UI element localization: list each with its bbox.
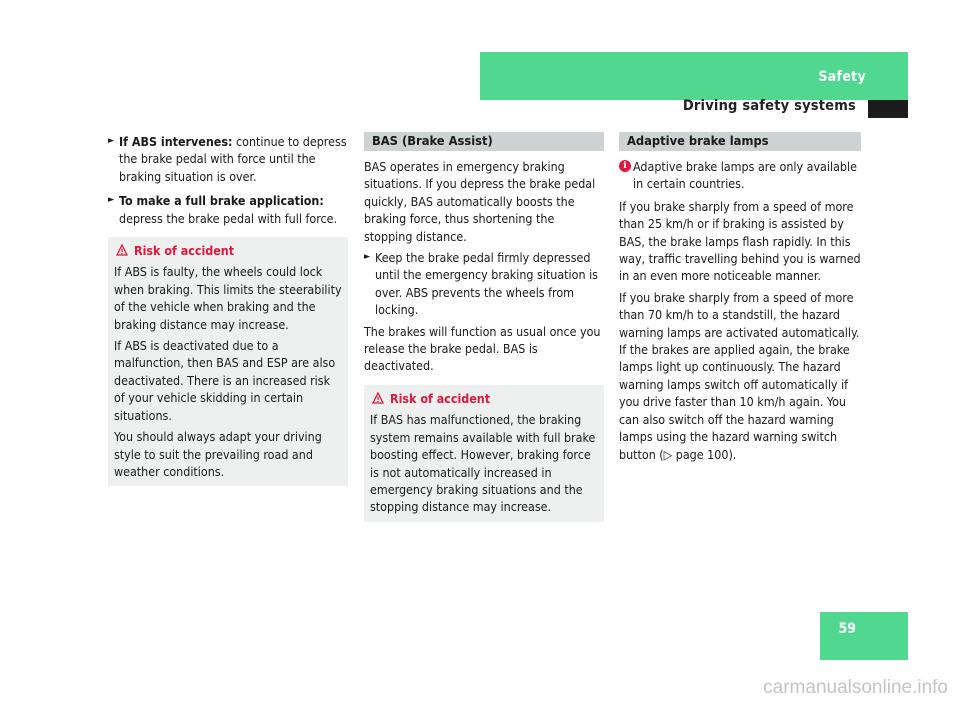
warning-title-text: Risk of accident [390,390,491,406]
brake-lamps-paragraph: If you brake sharply from a speed of more than 25 km/h or if braking is assisted by BAS, the brake lamps flash rapidly. In this way, traffic travelling behind you is warned in an even more noticeable manner. [619,198,861,284]
step-arrow-icon: ► [108,136,115,146]
warning-box-bas [364,385,604,522]
section-heading-bas: BAS (Brake Assist) [364,132,604,151]
hazard-text-end: ). [728,446,737,462]
info-icon: i [619,160,631,172]
step-text: Keep the brake pedal firmly depressed until the emergency braking situation is over. ABS prevents the wheels from locking. [375,250,598,318]
column-left [108,133,348,486]
warning-box-abs [108,237,348,486]
bas-intro-paragraph: BAS operates in emergency braking situations. If you depress the brake pedal quickly, BAS automatically boosts the braking force, thus shortening the stopping distance. [364,159,596,244]
step-arrow-icon: ► [108,195,115,206]
step-arrow-icon: ► [364,252,371,263]
warning-title-text: Risk of accident [134,243,235,259]
step-label: If ABS intervenes: [119,134,233,149]
warning-triangle-icon [372,392,384,404]
step-label: To make a full brake application: [119,193,324,209]
bas-release-paragraph: The brakes will function as usual once you release the brake pedal. BAS is deactivated. [364,323,601,374]
step-text: continue to depress the brake pedal with force until the braking situation is over. [119,134,347,184]
warning-paragraph: You should always adapt your driving style to suit the prevailing road and weather conditions. [114,429,322,479]
watermark: carmanualsonline.info [763,677,948,698]
warning-paragraph: If ABS is deactivated due to a malfunction, then BAS and ESP are also deactivated. There is an increased risk of your vehicle skidding in certain situations. [114,338,336,423]
step-abs-intervenes [108,133,348,185]
step-full-brake [108,192,348,227]
info-text: Adaptive brake lamps are only available in certain countries. [633,159,857,192]
column-right [619,133,861,467]
warning-title [370,390,598,407]
warning-triangle-icon [116,244,128,256]
warning-paragraph: If ABS is faulty, the wheels could lock when braking. This limits the steerability of the vehicle when braking and the braking distance may increase. [114,264,342,332]
warning-title [114,242,342,259]
page-number-tab [820,612,908,660]
chapter-title: Driving safety systems [682,98,856,114]
column-middle [364,133,604,522]
step-text: depress the brake pedal with full force. [119,210,338,226]
section-tab-label: Safety [818,69,866,85]
page-reference-link[interactable]: ▷ page 100 [663,446,729,462]
step-keep-pedal-depressed [364,249,604,319]
section-tab [480,52,908,100]
page-number: 59 [838,621,856,637]
hazard-text: If you brake sharply from a speed of more than 70 km/h to a standstill, the hazard warning lamps are activated automatically. If the brakes are applied again, the brake lamps light up continuously. The hazard warning lamps switch off automatically if you drive faster than 10 km/h again. You can also switch off the hazard warning lamps using the hazard warning switch button ( [619,289,860,462]
warning-paragraph: If BAS has malfunctioned, the braking system remains available with full brake boosting effect. However, braking force is not automatically increased in emergency braking situations and the stopping distance may increase. [370,412,596,515]
chapter-marker [868,100,908,118]
hazard-lamps-paragraph [619,289,861,463]
info-note [619,158,861,193]
section-heading-brake-lamps: Adaptive brake lamps [619,132,861,151]
